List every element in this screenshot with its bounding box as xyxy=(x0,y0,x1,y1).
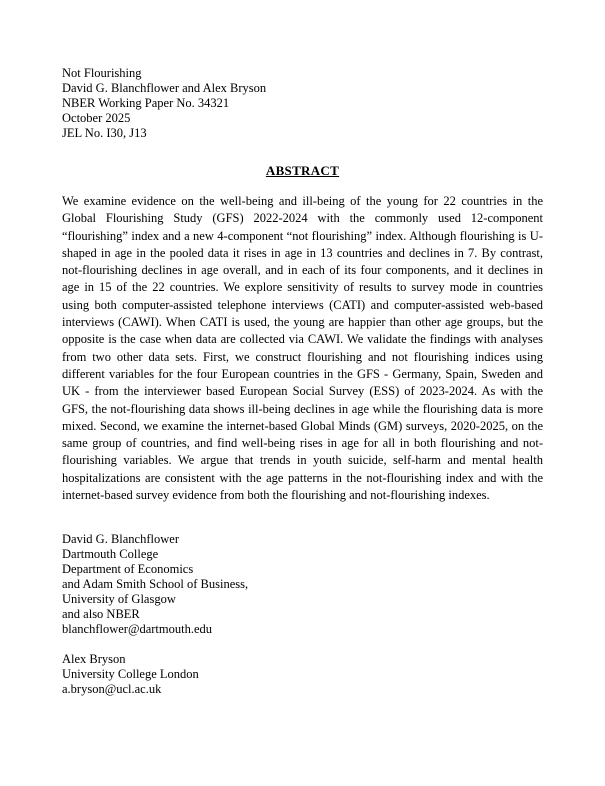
author1-nber: and also NBER xyxy=(62,607,140,622)
paper-date: October 2025 xyxy=(62,111,131,125)
abstract-text: We examine evidence on the well-being and ill-being of the young for 22 countries in the Global Flourishing Study (GFS) 2022-2024 with the commonly used 12-component “flourishing” index and a new 4-component “not flourishing” index. Although flourishing is U-shaped in age in the pooled data it rises in age in 13 countries and declines in 7. By contrast, not-flourishing declines in age overall, and in each of its four components, and it declines in age in 15 of the 22 countries. We explore sensitivity of results to survey mode in countries using both computer-assisted telephone interviews (CATI) and computer-assisted web-based interviews (CAWI). When CATI is used, the young are happier than other age groups, but the opposite is the case when data are collected via CAWI. We validate the findings with analyses from two other data sets. First, we construct flourishing and not flourishing indices using different variables for the four European countries in the GFS - Germany, Spain, Sweden and UK - from the interviewer based European Social Survey (ESS) of 2023-2024. As with the GFS, the not-flourishing data shows ill-being declines in age while the flourishing data is more mixed. Second, we examine the internet-based Global Minds (GM) surveys, 2020-2025, on the same group of countries, and find well-being rises in age for all in both flourishing and not-flourishing variables. We argue that trends in youth suicide, self-harm and mental health hospitalizations are consistent with the age patterns in the not-flourishing index and with the internet-based survey evidence from both the flourishing and not-flourishing indexes. xyxy=(62,194,543,503)
author-contact-block xyxy=(62,532,543,697)
author-block-gap xyxy=(62,637,543,652)
author1-affiliation3: University of Glasgow xyxy=(62,592,176,607)
author2-name: Alex Bryson xyxy=(62,652,126,667)
paper-title: Not Flourishing xyxy=(62,66,142,80)
author1-email: blanchflower@dartmouth.edu xyxy=(62,622,213,637)
author1-department: Department of Economics xyxy=(62,562,194,577)
author2-affiliation: University College London xyxy=(62,667,199,682)
abstract-heading: ABSTRACT xyxy=(265,163,340,178)
author2-email: a.bryson@ucl.ac.uk xyxy=(62,682,162,697)
paper-authors: David G. Blanchflower and Alex Bryson xyxy=(62,81,267,95)
working-paper-number: NBER Working Paper No. 34321 xyxy=(62,96,230,110)
author1-affiliation2: and Adam Smith School of Business, xyxy=(62,577,249,592)
jel-codes: JEL No. I30, J13 xyxy=(62,126,147,140)
author1-affiliation: Dartmouth College xyxy=(62,547,159,562)
paper-header xyxy=(62,66,543,141)
author1-name: David G. Blanchflower xyxy=(62,532,179,547)
